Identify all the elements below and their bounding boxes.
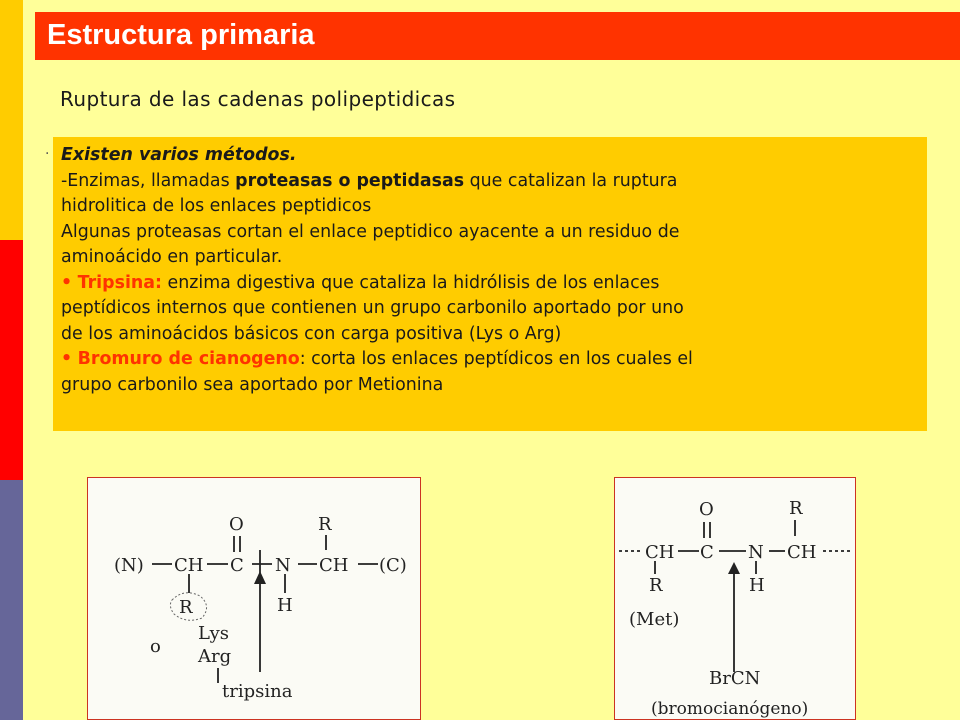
methods-text-box [53,137,927,431]
bromide-description: corta los enlaces peptídicos en los cuales el [305,349,693,369]
trypsin-structure-svg [88,478,421,720]
trypsin-carbon: C [230,555,244,576]
enzymes-line-2: hidrolitica de los enlaces peptidicos [61,196,372,216]
bromide-line-1 [61,347,921,373]
trypsin-r-side: R [179,597,193,618]
brcn-ch-1: CH [645,542,675,563]
trypsin-oxygen: O [229,514,244,535]
trypsin-hydrogen: H [277,595,293,616]
enzymes-line-1 [61,169,921,195]
trypsin-line-1 [61,271,921,297]
brcn-met: (Met) [629,609,680,630]
slide-subtitle: Ruptura de las cadenas polipeptidicas [60,87,456,111]
brcn-r-top: R [789,498,803,519]
title-bar [35,12,960,60]
proteases-term: proteasas o peptidasas [235,170,465,191]
enzymes-suffix: que catalizan la ruptura [464,170,678,191]
left-strip-slate [0,480,23,720]
trypsin-lys: Lys [198,623,230,644]
trypsin-ch-2: CH [319,555,349,576]
bullet-dot: · [45,146,50,162]
brcn-hydrogen: H [749,575,765,596]
proteases-line-2: aminoácido en particular. [61,247,283,267]
bromide-bullet: • [61,349,73,369]
trypsin-description: enzima digestiva que cataliza la hidrólisis de los enlaces [161,272,660,293]
trypsin-line-2: peptídicos internos que contienen un grupo carbonilo aportado por uno [61,298,684,318]
brcn-reagent: BrCN [709,668,761,689]
brcn-ch-2: CH [787,542,817,563]
brcn-cleavage-diagram [614,477,856,720]
trypsin-r-top: R [318,514,332,535]
trypsin-term: Tripsina: [77,272,162,293]
trypsin-arg: Arg [198,646,232,667]
slide-title: Estructura primaria [47,19,315,51]
enzymes-prefix: -Enzimas, llamadas [61,170,236,191]
trypsin-cleavage-diagram [87,477,421,720]
trypsin-c-terminus: (C) [379,555,407,576]
proteases-line-1: Algunas proteasas cortan el enlace peptidico ayacente a un residuo de [61,221,680,242]
trypsin-enzyme-label: tripsina [222,681,293,702]
bromide-term: Bromuro de cianogeno [77,349,300,369]
brcn-nitrogen: N [748,542,764,563]
left-strip-yellow [0,0,23,240]
brcn-structure-svg [615,478,856,720]
trypsin-ch-1: CH [174,555,204,576]
bromide-colon: : [299,349,306,369]
brcn-r-side: R [649,575,663,596]
bromide-line-2: grupo carbonilo sea aportado por Metionina [61,374,444,395]
trypsin-nitrogen: N [275,555,291,576]
brcn-carbon: C [700,542,714,563]
trypsin-or: o [150,636,161,657]
methods-heading: Existen varios métodos. [61,145,297,165]
brcn-oxygen: O [699,499,714,520]
brcn-reagent-name: (bromocianógeno) [651,699,809,719]
trypsin-n-terminus: (N) [114,555,144,576]
trypsin-line-3: de los aminoácidos básicos con carga positiva (Lys o Arg) [61,323,562,344]
left-strip-red [0,240,23,480]
trypsin-bullet: • [61,272,73,293]
